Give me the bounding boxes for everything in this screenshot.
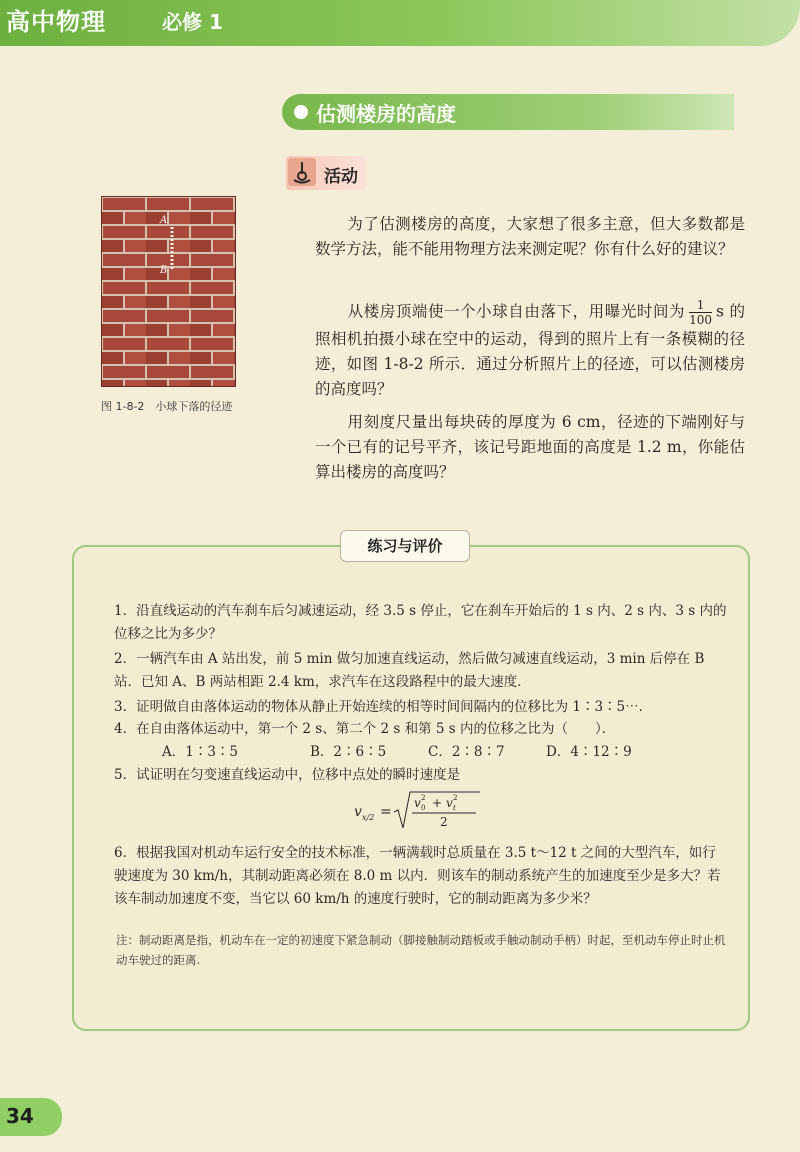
question-text: 6．根据我国对机动车运行安全的技术标准，一辆满载时总质量在 3.5 t～12 t 之间的大型汽车，如行驶速度为 30 km/h，其制动距离必须在 8.0 m 以内．则该车的制动系统产生的加速度至少是多大？若该车制动加速度不变，当它以 60 km/h 的速度行驶时，它的制动距离为多少米？ (114, 845, 721, 907)
activity-label: 活动 (324, 167, 358, 187)
exercise-question (114, 648, 728, 694)
book-subtitle: 必修 1 (162, 10, 223, 34)
fraction (689, 298, 712, 327)
paragraph-text: 从楼房顶端使一个小球自由落下，用曝光时间为 (347, 302, 686, 321)
marker-a: A (160, 215, 168, 226)
option-d: D．4∶12∶9 (546, 744, 632, 760)
exercise-question (114, 842, 728, 911)
paragraph-text: 为了估测楼房的高度，大家想了很多主意，但大多数都是数学方法，能不能用物理方法来测定呢？你有什么好的建议？ (315, 215, 745, 258)
paragraph (315, 410, 745, 485)
option-b: B．2∶6∶5 (310, 744, 387, 760)
question-text: 5．试证明在匀变速直线运动中，位移中点处的瞬时速度是 (114, 767, 461, 783)
formula-lhs-sub: x/2 (362, 813, 375, 822)
exercise-title: 练习与评价 (340, 530, 470, 562)
activity-label-box (286, 156, 366, 190)
fraction-denominator: 100 (689, 313, 713, 327)
page-number: 34 (6, 1104, 34, 1128)
velocity-formula (354, 790, 494, 832)
page-number-tab (0, 1098, 62, 1136)
formula-plus: + (432, 796, 443, 810)
section-title: 估测楼房的高度 (316, 102, 456, 126)
formula-vt: v (446, 796, 453, 810)
question-text: 2．一辆汽车由 A 站出发，前 5 min 做匀加速直线运动，然后做匀减速直线运动，3 min 后停在 B 站．已知 A、B 两站相距 2.4 km，求汽车在这段路程中的最大速度． (114, 651, 705, 690)
question-text: 1．沿直线运动的汽车刹车后匀减速运动，经 3.5 s 停止，它在刹车开始后的 1 s 内、2 s 内、3 s 内的位移之比为多少？ (114, 603, 727, 642)
exercise-question (114, 600, 728, 646)
formula-denominator: 2 (440, 815, 448, 829)
formula-v0-sub: 0 (421, 804, 426, 812)
paragraph-text: s 的照相机拍摄小球在空中的运动，得到的照片上有一条模糊的径迹，如图 1-8-2 所示．通过分析照片上的径迹，可以估测楼房的高度吗？ (315, 302, 745, 398)
formula-v0-sup: 2 (421, 794, 426, 802)
option-c: C．2∶8∶7 (428, 744, 505, 760)
figure-caption: 图 1-8-2 小球下落的径迹 (101, 400, 233, 413)
header-band (0, 0, 800, 46)
marker-b: B (160, 265, 168, 276)
fraction-numerator: 1 (689, 298, 712, 313)
question-text: 3．证明做自由落体运动的物体从静止开始连续的相等时间间隔内的位移比为 1∶3∶5⋯． (114, 699, 653, 715)
paragraph (315, 212, 745, 262)
paragraph-text: 用刻度尺量出每块砖的厚度为 6 cm，径迹的下端刚好与一个已有的记号平齐，该记号距地面的高度是 1.2 m，你能估算出楼房的高度吗？ (315, 413, 745, 481)
exercise-question (114, 696, 728, 719)
formula-equals: = (380, 804, 392, 820)
exercise-question (114, 764, 728, 787)
brick-wall-photo (101, 196, 236, 387)
formula-lhs: v (354, 804, 362, 820)
question-text: 4．在自由落体运动中，第一个 2 s、第二个 2 s 和第 5 s 内的位移之比为（ ）． (114, 721, 616, 737)
bullet-dot-icon (294, 105, 308, 119)
exercise-question (114, 718, 728, 741)
formula-vt-sup: 2 (453, 794, 458, 802)
paragraph (315, 298, 745, 402)
book-title: 高中物理 (6, 8, 106, 36)
option-a: A．1∶3∶5 (162, 744, 239, 760)
formula-v0: v (414, 796, 421, 810)
section-heading (282, 94, 734, 130)
footnote: 注：制动距离是指，机动车在一定的初速度下紧急制动（脚接触制动踏板或手触动制动手柄）时起，至机动车停止时止机动车驶过的距离. (116, 933, 726, 967)
activity-icon (288, 158, 316, 186)
formula-vt-sub: t (453, 804, 456, 812)
